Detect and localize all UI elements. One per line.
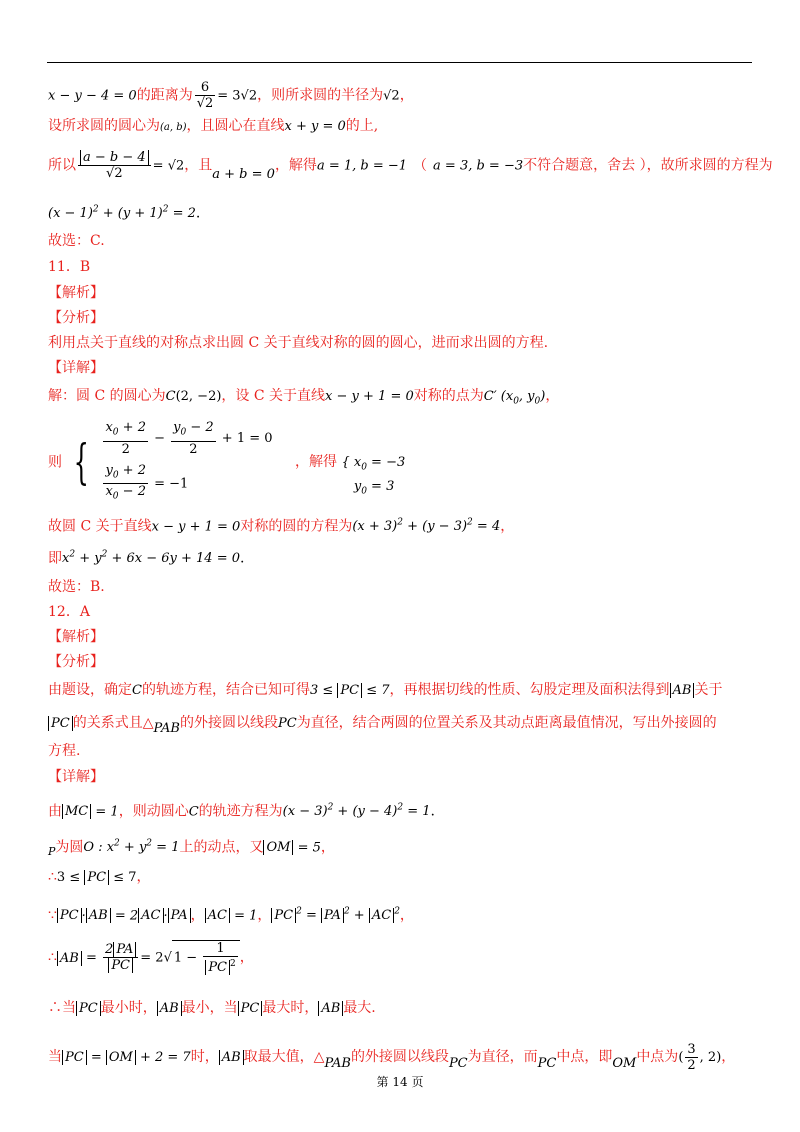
text-line: ∴当 PC 最小时， AB 最小，当 PC 最大时， AB 最大. [48,1000,376,1016]
header-rule [47,62,752,63]
text-line: $_P$为圆O : $x^2 + y^2 = 1$上的动点，又 OM = 5， [48,839,335,859]
section-heading: 【分析】 [48,654,104,670]
question-number: 11．B [48,259,91,275]
text-line: 当 PC = OM + 2 = 7时， AB 取最大值，△PAB的外接圆以线段PC为直径，而PC中点，即OM中点为( $\frac{3}{2}$ , 2)， [48,1042,736,1073]
section-heading: 【解析】 [48,629,104,645]
analysis-text: 利用点关于直线的对称点求出圆 C 关于直线对称的圆的圆心，进而求出圆的方程. [48,335,549,351]
text-line: x − y − 4 = 0的距离为 $\frac{6}{√2}$ = 3√2，则所求圆的半径为√2， [48,80,414,111]
text-line: 方程. [48,743,81,759]
section-heading: 【详解】 [48,769,104,785]
answer-line: 故选：B. [48,579,105,595]
text-line: PC 的关系式且△PAB的外接圆以线段PC为直径，结合两圆的位置关系及其动点距离最值情况，写出外接圆的 [48,714,717,733]
page-number: 第 14 页 [376,1075,424,1089]
text-line: 设所求圆的圆心为(a, b)，且圆心在直线x + y = 0的上, [48,118,379,134]
section-heading: 【解析】 [48,285,104,301]
text-line: 由题设，确定C的轨迹方程，结合已知可得3 ≤ PC ≤ 7，再根据切线的性质、勾股定理及面积法得到 AB 关于 [48,682,723,698]
text-line: 由 MC = 1，则动圆心C的轨迹方程为$(x - 3)^2 + (y - 4)^2 = 1$. [48,803,435,820]
question-number: 12．A [48,604,90,620]
equation-system: 则 { $\frac{x_0 + 2}{2}$ − $\frac{y_0 - 2}{2}$ + 1 = 0 $\frac{y_0 + 2}{x_0 - 2}$ = −1 ，解得 { $x_0 = -3$ $y_0 = 3$ [48,420,406,502]
text-line: ∴3 ≤ PC ≤ 7， [48,869,151,885]
text-line: ∴ AB = $\frac{2 PA}{PC}$ = 2√ 1 − $\frac{1}{PC ^2}$ ， [48,941,254,976]
text-line: 即$x^2 + y^2 + 6x - 6y + 14 = 0$. [48,550,245,567]
section-heading: 【详解】 [48,360,104,376]
text-line: 所以 $\frac{a - b - 4}{√2}$ = √2，且a + b = 0，解得a = 1, b = −1 （ a = 3, b = −3不符合题意，舍去 ），故所求圆的方程为 [48,150,773,182]
text-line: ∵ PC · AB = 2 AC · PA ， AC = 1， PC $^2$ = PA $^2$ + AC $^2$， [48,907,414,924]
section-heading: 【分析】 [48,310,104,326]
text-line: 故圆 C 关于直线x − y + 1 = 0对称的圆的方程为$(x + 3)^2 + (y - 3)^2 = 4$， [48,518,515,535]
answer-line: 故选：C. [48,233,105,249]
equation-line: $(x - 1)^2 + (y + 1)^2 = 2$. [48,205,201,222]
text-line: 解：圆 C 的圆心为C(2, −2)，设 C 关于直线x − y + 1 = 0对称的点为C′ ($x_0$, $y_0$)， [48,388,560,407]
